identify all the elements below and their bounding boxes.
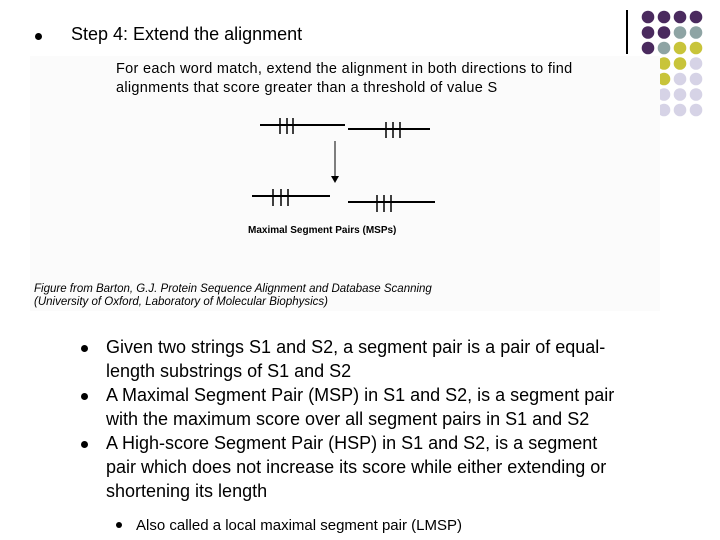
decorative-dot	[658, 26, 671, 39]
bullet-dot	[81, 393, 88, 400]
decorative-dot	[674, 73, 687, 86]
figure-text-line1: For each word match, extend the alignment in both directions to find	[116, 61, 573, 77]
msp-label: Maximal Segment Pairs (MSPs)	[248, 225, 397, 236]
list-item-line: length substrings of S1 and S2	[106, 361, 352, 381]
decorative-dot	[690, 26, 703, 39]
decorative-dot	[690, 57, 703, 70]
decorative-dot	[674, 104, 687, 117]
slide-heading: Step 4: Extend the alignment	[71, 24, 303, 44]
decorative-dot	[674, 88, 687, 101]
decorative-dot	[690, 104, 703, 117]
figure-caption-line2: (University of Oxford, Laboratory of Molecular Biophysics)	[34, 296, 328, 308]
decorative-dot	[690, 11, 703, 24]
list-item-line: A Maximal Segment Pair (MSP) in S1 and S2, is a segment pair	[106, 385, 615, 405]
list-item-line: Given two strings S1 and S2, a segment pair is a pair of equal-	[106, 337, 606, 357]
decorative-dot	[642, 42, 655, 55]
bullet-dot	[35, 33, 42, 40]
sub-bullet-dot	[116, 522, 122, 528]
list-item	[106, 335, 676, 383]
bullet-dot	[81, 345, 88, 352]
bullet-dot	[81, 441, 88, 448]
divider-line	[626, 10, 628, 54]
decorative-dot	[690, 73, 703, 86]
list-item	[106, 431, 676, 503]
decorative-dot	[658, 11, 671, 24]
decorative-dot	[674, 11, 687, 24]
sub-list-item: Also called a local maximal segment pair (LMSP)	[136, 517, 462, 534]
decorative-dot	[642, 26, 655, 39]
decorative-dot	[642, 11, 655, 24]
list-item-line: pair which does not increase its score while either extending or	[106, 457, 607, 477]
decorative-dot	[690, 88, 703, 101]
list-item-line: shortening its length	[106, 481, 268, 501]
decorative-dot	[658, 42, 671, 55]
figure-image	[30, 56, 660, 311]
figure-caption-line1: Figure from Barton, G.J. Protein Sequence Alignment and Database Scanning	[34, 283, 432, 295]
list-item-line: A High-score Segment Pair (HSP) in S1 and S2, is a segment	[106, 433, 598, 453]
decorative-dot	[690, 42, 703, 55]
list-item	[106, 383, 676, 431]
decorative-dot	[674, 26, 687, 39]
decorative-dot	[674, 42, 687, 55]
figure-text-line2: alignments that score greater than a threshold of value S	[116, 80, 498, 96]
decorative-dot	[674, 57, 687, 70]
list-item-line: with the maximum score over all segment pairs in S1 and S2	[106, 409, 590, 429]
